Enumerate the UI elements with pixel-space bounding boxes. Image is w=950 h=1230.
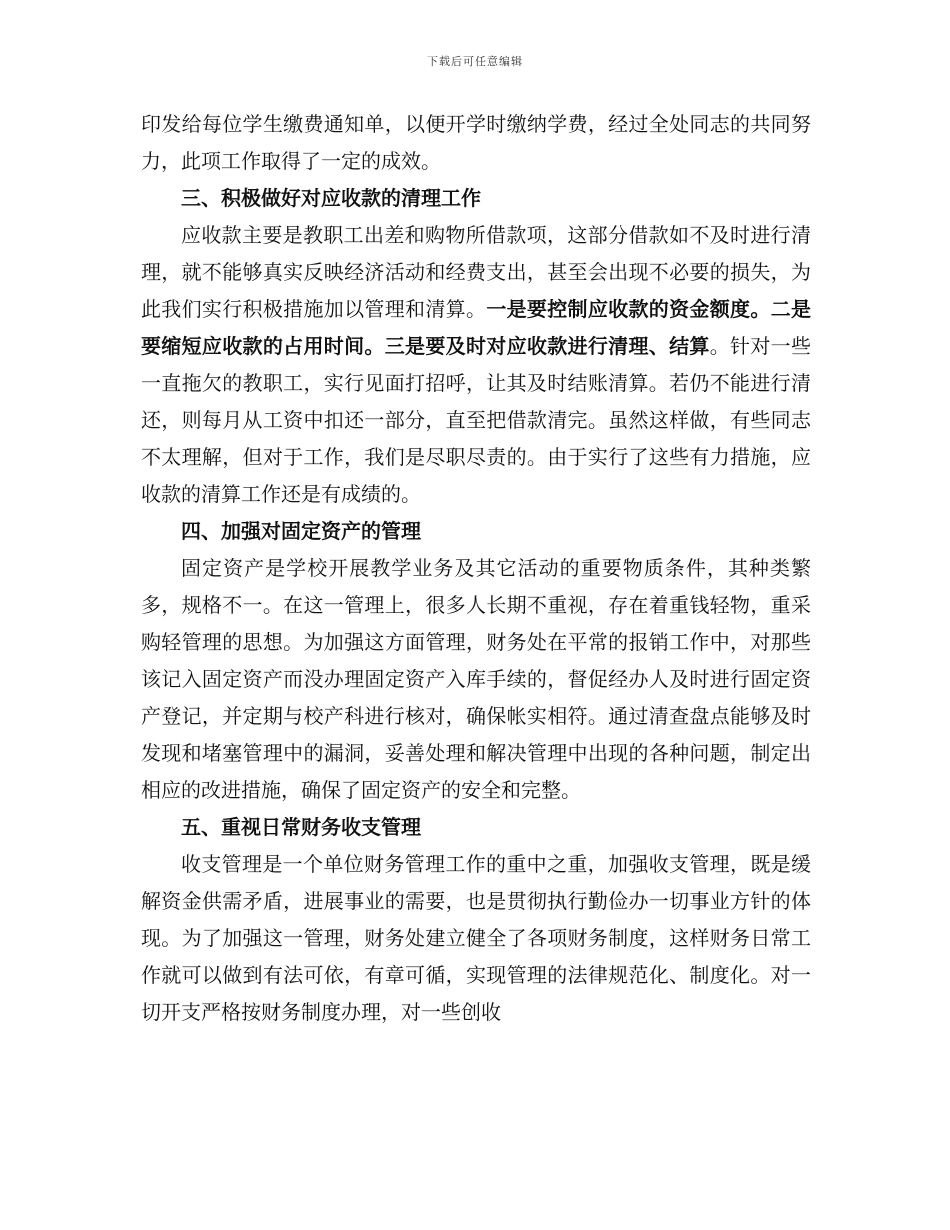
document-body [141,106,811,1031]
paragraph-continuation: 印发给每位学生缴费通知单，以便开学时缴纳学费，经过全处同志的共同努力，此项工作取得了一定的成效。 [141,112,811,173]
receivables-outro-text: 。针对一些一直拖欠的教职工，实行见面打招呼，让其及时结账清算。若仍不能进行清还，则每月从工资中扣还一部分，直至把借款清完。虽然这样做，有些同志不太理解，但对于工作，我们是尽职尽责的。由于实行了这些有力措施，应收款的清算工作还是有成绩的。 [141,334,811,506]
receivables-point-1: 一是要控制应收款的资金额度。 [486,297,771,321]
section-heading-4: 四、加强对固定资产的管理 [181,519,421,543]
receivables-intro-text: 应收款主要是教职工出差和购物所借款项，这部分借款如不及时进行清理，就不能够真实反映经济活动和经费支出，甚至会出现不必要的损失，为此我们实行积极措施加以管理和清算。 [141,223,811,321]
section-heading-5: 五、重视日常财务收支管理 [181,815,421,839]
receivables-point-2: 二是要缩短应收款的占用时间。 [141,297,811,358]
paragraph-fixed-assets: 固定资产是学校开展教学业务及其它活动的重要物质条件，其种类繁多，规格不一。在这一管理上，很多人长期不重视，存在着重钱轻物，重采购轻管理的思想。为加强这方面管理，财务处在平常的报销工作中，对那些该记入固定资产而没办理固定资产入库手续的，督促经办人及时进行固定资产登记，并定期与校产科进行核对，确保帐实相符。通过清查盘点能够及时发现和堵塞管理中的漏洞，妥善处理和解决管理中出现的各种问题，制定出相应的改进措施，确保了固定资产的安全和完整。 [141,556,811,802]
section-heading-3: 三、积极做好对应收款的清理工作 [181,186,481,210]
page-header: 下载后可任意编辑 [427,55,523,68]
paragraph-income-expense: 收支管理是一个单位财务管理工作的重中之重，加强收支管理，既是缓解资金供需矛盾，进展事业的需要，也是贯彻执行勤俭办一切事业方针的体现。为了加强这一管理，财务处建立健全了各项财务制度，这样财务日常工作就可以做到有法可依，有章可循，实现管理的法律规范化、制度化。对一切开支严格按财务制度办理，对一些创收 [141,852,811,1024]
paragraph-receivables [141,217,811,513]
receivables-point-3: 三是要及时对应收款进行清理、结算 [384,334,710,358]
